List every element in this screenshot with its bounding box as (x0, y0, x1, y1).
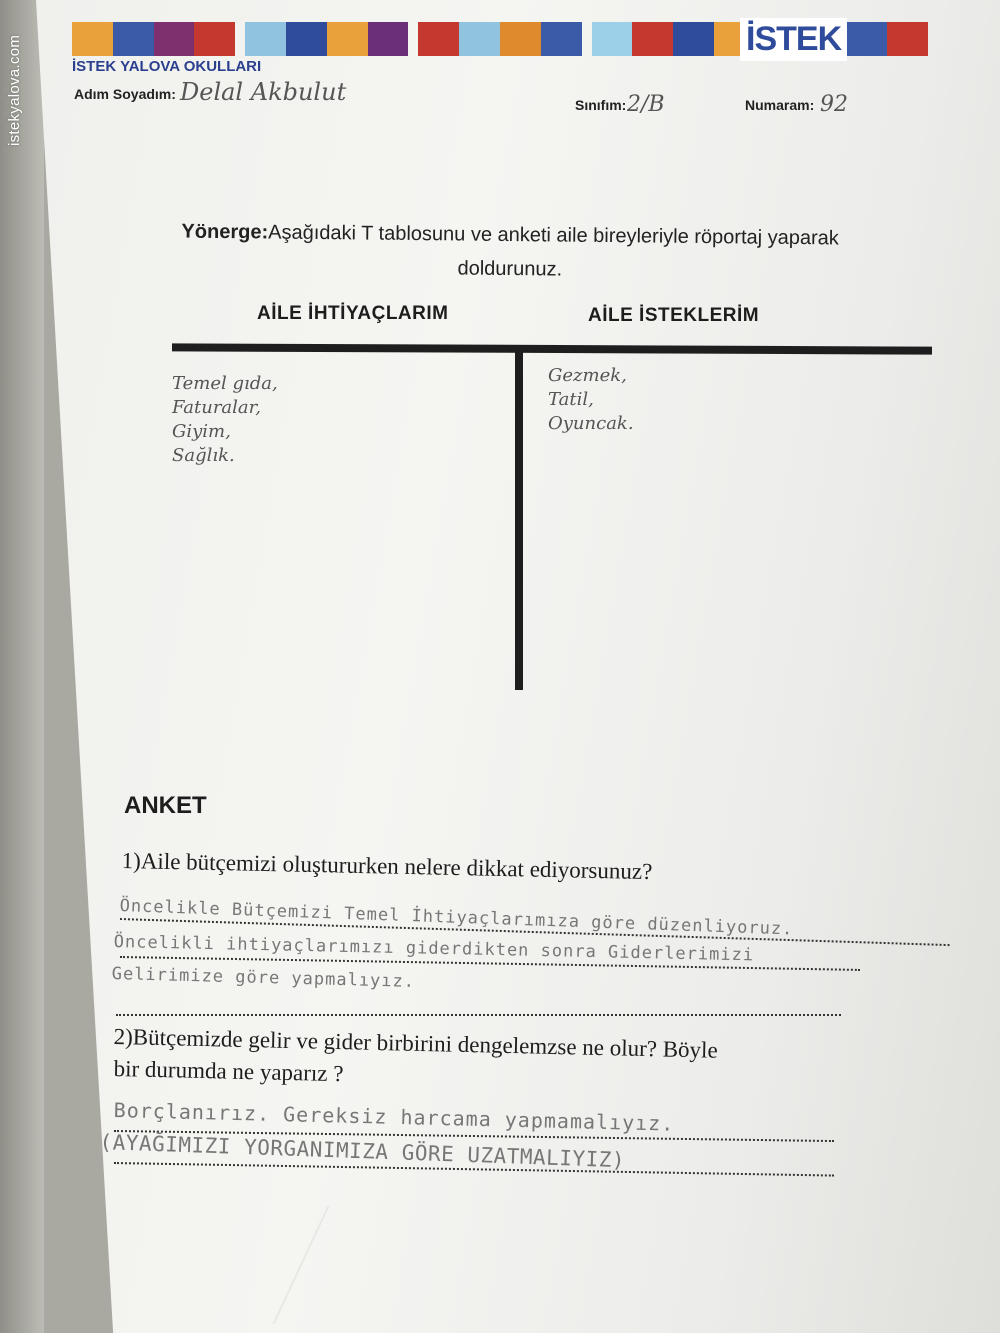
wants-header: AİLE İSTEKLERİM (588, 305, 760, 326)
name-label: Adım Soyadım: (74, 86, 176, 102)
stripe-segment (887, 22, 928, 56)
stripe-segment (72, 22, 113, 56)
stripe-segment (327, 22, 368, 56)
directive-text: Aşağıdaki T tablosunu ve anketi aile bireyleriyle röportaj yaparak doldurunuz. (268, 221, 839, 281)
stripe-segment (673, 22, 714, 56)
stripe-segment (592, 22, 633, 56)
stripe-segment (846, 22, 887, 56)
brand-logo: İSTEK (740, 18, 847, 61)
survey-title: ANKET (124, 792, 207, 819)
stripe-segment (154, 22, 195, 56)
stripe-segment (194, 22, 235, 56)
q1-answer-2: Öncelikli ihtiyaçlarımızı giderdikten sonra Giderlerimizi (113, 932, 755, 966)
q1-answer-3: Gelirimize göre yapmalıyız. (111, 964, 416, 992)
watermark (4, 0, 36, 200)
question-1: 1)Aile bütçemizi oluştururken nelere dikkat ediyorsunuz? (121, 847, 653, 885)
stripe-segment (632, 22, 673, 56)
needs-item: Faturalar, (172, 397, 261, 418)
number-value: 92 (820, 92, 848, 117)
needs-list (172, 372, 278, 468)
q2-answer-2: (AYAĞIMIZI YORGANIMIZA GÖRE UZATMALIYIZ) (99, 1130, 626, 1173)
watermark-text: istekyalova.com (6, 34, 23, 146)
needs-header: AİLE İHTİYAÇLARIM (257, 303, 449, 324)
stripe-segment (286, 22, 327, 56)
name-value: Delal Akbulut (180, 78, 347, 106)
stripe-segment (500, 22, 541, 56)
wants-item: Tatil, (548, 389, 594, 410)
stripe-segment (245, 22, 286, 56)
number-label: Numaram: (745, 97, 815, 113)
stripe-segment (113, 22, 154, 56)
school-name: İSTEK YALOVA OKULLARI (72, 58, 262, 75)
stripe-segment (459, 22, 500, 56)
class-value: 2/B (627, 92, 665, 117)
answer-line (116, 1014, 841, 1016)
q2-answer-1: Borçlanırız. Gereksiz harcama yapmamalıyız. (113, 1098, 675, 1136)
question-2-line-1: 2)Bütçemizde gelir ve gider birbirini dengelemzse ne olur? Böyle (113, 1023, 718, 1063)
directive-label: Yönerge: (181, 220, 269, 244)
stripe-segment (368, 22, 409, 56)
wants-list (548, 364, 634, 436)
stripe-segment (418, 22, 459, 56)
wants-item: Gezmek, (548, 365, 627, 386)
needs-item: Giyim, (172, 421, 231, 442)
q1-answer-1: Öncelikle Bütçemizi Temel İhtiyaçlarımıza göre düzenliyoruz. (119, 896, 794, 940)
directive (150, 214, 871, 290)
question-2-line-2: bir durumda ne yaparız ? (113, 1055, 344, 1087)
needs-item: Sağlık. (172, 445, 235, 466)
needs-item: Temel gıda, (172, 373, 278, 394)
class-label: Sınıfım: (575, 97, 627, 113)
wants-item: Oyuncak. (548, 413, 634, 434)
t-table-stem (515, 350, 523, 690)
stripe-segment (541, 22, 582, 56)
